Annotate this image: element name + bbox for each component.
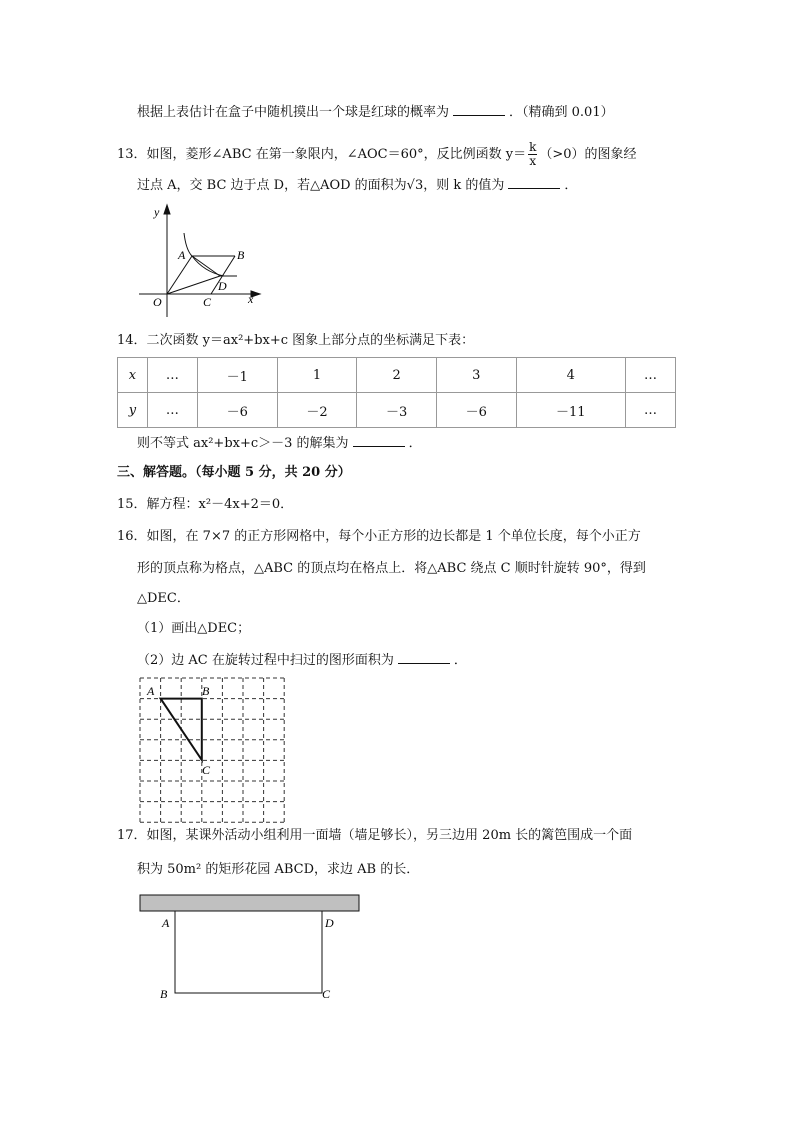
label-D: D bbox=[218, 279, 227, 293]
q16-sub1: （1）画出△DEC； bbox=[137, 621, 251, 636]
q13-text-post: ． bbox=[564, 178, 578, 193]
label-B: B bbox=[237, 248, 245, 262]
q14-text: 则不等式 ax²+bx+c＞－3 的解集为 bbox=[137, 436, 349, 451]
hyperbola-curve bbox=[184, 233, 224, 276]
wall bbox=[140, 895, 359, 911]
q17-line2: 积为 50m² 的矩形花园 ABCD，求边 AB 的长． bbox=[137, 862, 420, 877]
y-axis-arrow-icon bbox=[164, 205, 170, 214]
table-cell: 3 bbox=[436, 358, 516, 393]
label-B: B bbox=[160, 987, 168, 1001]
q13-text: 13．如图，菱形∠ABC 在第一象限内，∠AOC＝60°，反比例函数 y＝ bbox=[117, 147, 527, 162]
q13-text: 过点 A，交 BC 边于点 D，若△AOD 的面积为√3，则 k 的值为 bbox=[137, 178, 505, 193]
segment-AD bbox=[192, 256, 220, 276]
q14-text-post: ． bbox=[408, 436, 422, 451]
table-cell: －6 bbox=[197, 393, 277, 428]
frac-numerator: k bbox=[529, 140, 537, 154]
q14-table bbox=[117, 357, 676, 428]
table-cell: －11 bbox=[516, 393, 625, 428]
q16-line1: 16．如图，在 7×7 的正方形网格中，每个小正方形的边长都是 1 个单位长度，每个小正方 bbox=[117, 529, 641, 544]
q13-text-post: （>0）的图象经 bbox=[539, 147, 637, 162]
label-A: A bbox=[147, 684, 155, 698]
answer-blank[interactable] bbox=[353, 434, 405, 447]
label-x: x bbox=[248, 292, 254, 306]
table-row-y bbox=[118, 393, 676, 428]
table-cell: －3 bbox=[357, 393, 437, 428]
q12-text: 根据上表估计在盒子中随机摸出一个球是红球的概率为 bbox=[137, 105, 450, 120]
table-row-x bbox=[118, 358, 676, 393]
table-cell: －6 bbox=[436, 393, 516, 428]
label-y: y bbox=[154, 205, 160, 219]
segment-OD bbox=[167, 276, 220, 294]
q17-line1: 17．如图，某课外活动小组利用一面墙（墙足够长），另三边用 20m 长的篱笆围成一个面 bbox=[117, 828, 633, 843]
q16-sub2 bbox=[137, 651, 467, 670]
table-cell: … bbox=[147, 358, 197, 393]
table-cell: … bbox=[625, 358, 675, 393]
section-heading: 三、解答题。（每小题 5 分，共 20 分） bbox=[117, 465, 351, 480]
q14-line2 bbox=[137, 434, 422, 453]
label-D: D bbox=[325, 916, 334, 930]
label-O: O bbox=[153, 295, 162, 309]
label-C: C bbox=[322, 987, 331, 1001]
label-C: C bbox=[202, 763, 211, 777]
table-cell: 4 bbox=[516, 358, 625, 393]
table-cell: … bbox=[625, 393, 675, 428]
label-B: B bbox=[202, 684, 210, 698]
q16-text: （2）边 AC 在旋转过程中扫过的图形面积为 bbox=[137, 653, 394, 668]
q16-line3: △DEC． bbox=[137, 591, 190, 606]
q16-text-post: ． bbox=[453, 653, 467, 668]
table-cell: －1 bbox=[197, 358, 277, 393]
table-cell: … bbox=[147, 393, 197, 428]
answer-blank[interactable] bbox=[398, 651, 450, 664]
q16-line2: 形的顶点称为格点，△ABC 的顶点均在格点上．将△ABC 绕点 C 顺时针旋转 90°，得到 bbox=[137, 561, 646, 576]
table-cell: 2 bbox=[357, 358, 437, 393]
label-A: A bbox=[178, 248, 186, 262]
fence-rectangle bbox=[175, 911, 322, 993]
table-cell: 1 bbox=[277, 358, 357, 393]
table-cell: y bbox=[118, 393, 148, 428]
q15-text: 15．解方程：x²－4x+2＝0． bbox=[117, 497, 294, 512]
q14-line1: 14．二次函数 y＝ax²+bx+c 图象上部分点的坐标满足下表： bbox=[117, 333, 475, 348]
table-cell: x bbox=[118, 358, 148, 393]
label-A: A bbox=[162, 916, 170, 930]
table-cell: －2 bbox=[277, 393, 357, 428]
frac-denominator: x bbox=[529, 154, 537, 168]
q12-text-post: ．（精确到 0.01） bbox=[509, 105, 614, 120]
label-C: C bbox=[203, 295, 212, 309]
